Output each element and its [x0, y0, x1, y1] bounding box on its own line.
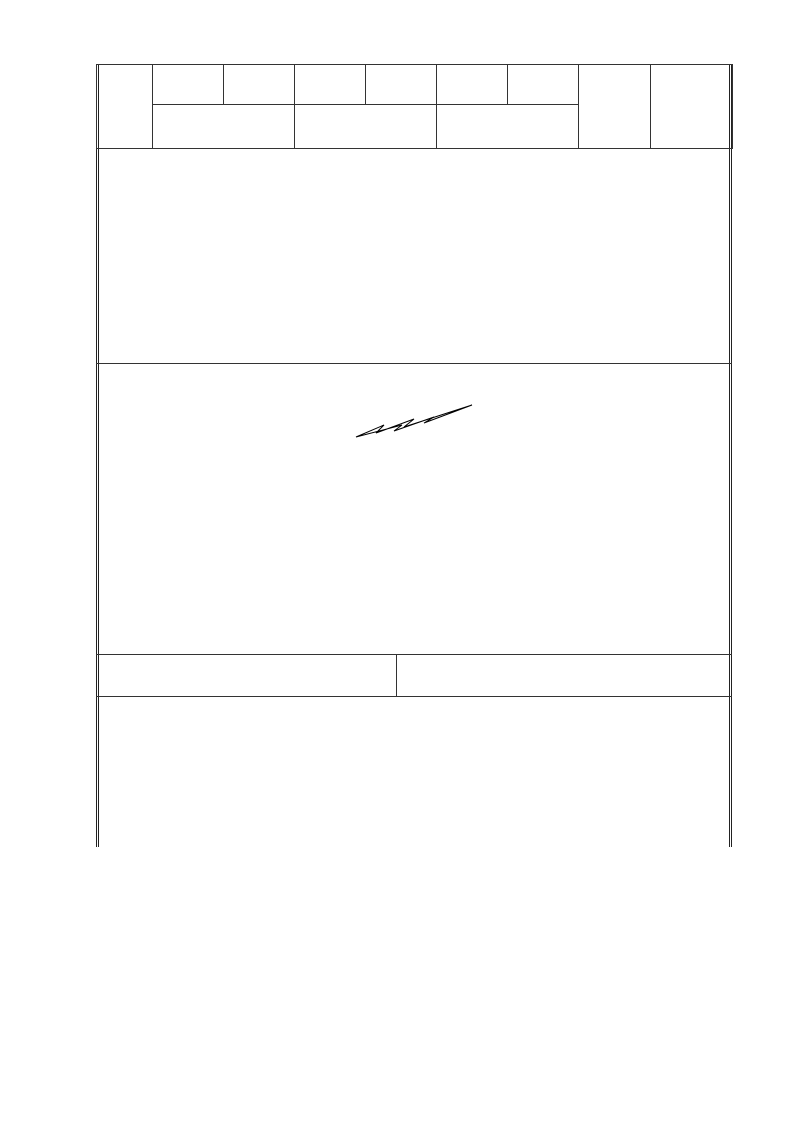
status-header: [651, 65, 733, 149]
revision-table: [96, 64, 733, 149]
chk-sign-header: [295, 65, 366, 105]
page-frame: [96, 64, 732, 847]
gpec-logo: [354, 393, 478, 441]
auth-header: [153, 105, 295, 149]
app-sign-header: [437, 65, 508, 105]
divider: [96, 363, 732, 364]
divider: [396, 654, 397, 696]
header-row-top: [97, 65, 733, 105]
lightning-icon: [356, 405, 472, 437]
auth-sign-header: [153, 65, 224, 105]
auth-date-header: [224, 65, 295, 105]
app-date-header: [508, 65, 579, 105]
app-header: [437, 105, 579, 149]
divider: [96, 696, 732, 697]
chk-date-header: [366, 65, 437, 105]
rev-header: [97, 65, 153, 149]
divider: [96, 654, 732, 655]
chk-header: [295, 105, 437, 149]
modi-header: [579, 65, 651, 149]
